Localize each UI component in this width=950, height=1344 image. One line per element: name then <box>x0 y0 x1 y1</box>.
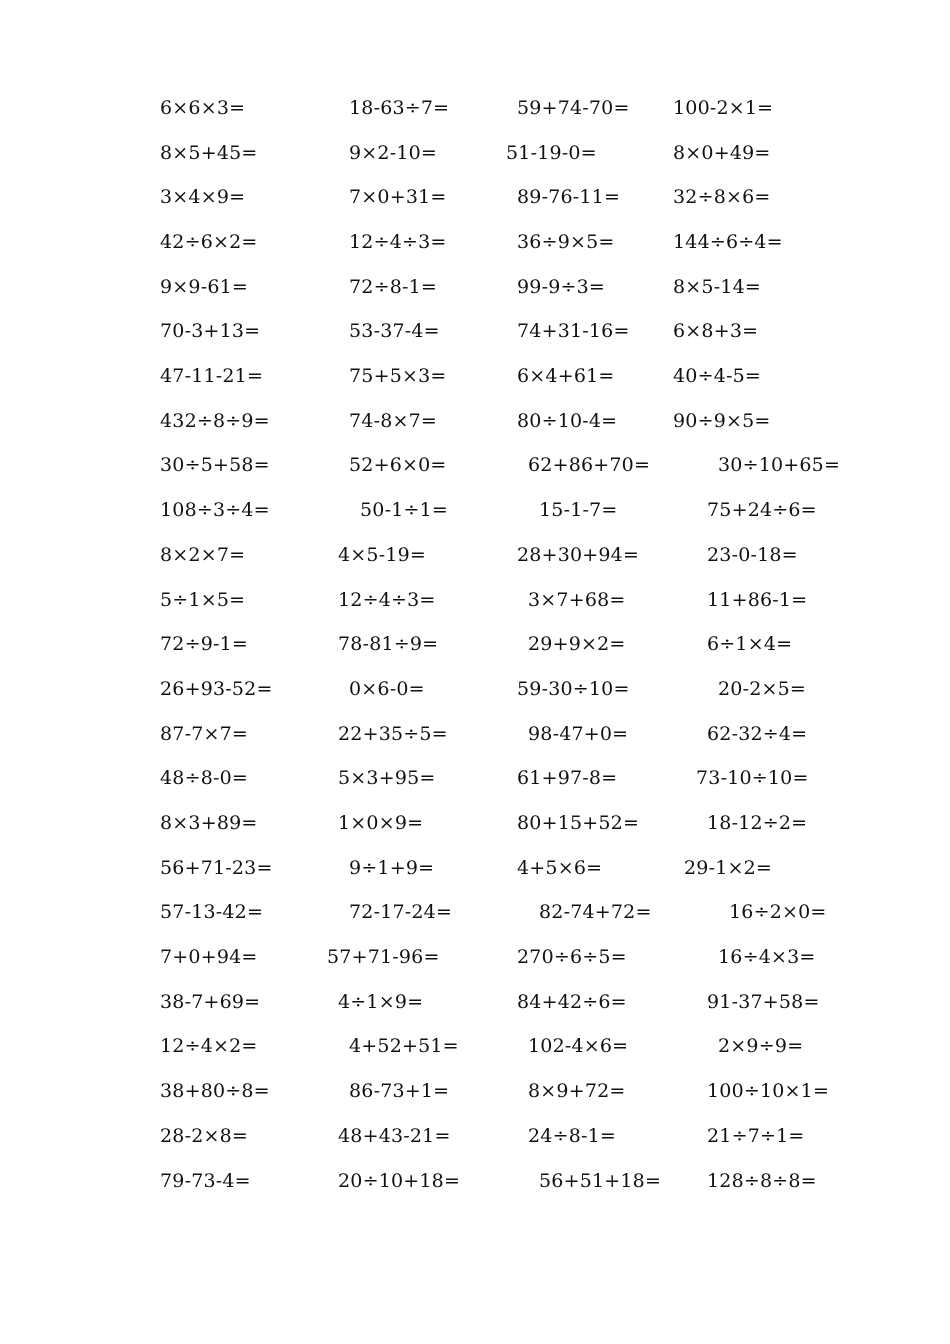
problem: 48÷8-0= <box>160 767 249 789</box>
problem: 70-3+13= <box>160 320 261 342</box>
problem: 20÷10+18= <box>338 1170 461 1192</box>
problem: 28+30+94= <box>517 544 640 566</box>
problem: 98-47+0= <box>528 723 629 745</box>
problem: 52+6×0= <box>349 454 447 476</box>
problem: 4÷1×9= <box>338 991 424 1013</box>
problem: 18-12÷2= <box>707 812 808 834</box>
problem: 38-7+69= <box>160 991 261 1013</box>
problem: 78-81÷9= <box>338 633 439 655</box>
problem: 18-63÷7= <box>349 97 450 119</box>
problem: 8×5-14= <box>673 276 762 298</box>
problem: 40÷4-5= <box>673 365 762 387</box>
problem: 72÷9-1= <box>160 633 249 655</box>
problem: 102-4×6= <box>528 1035 629 1057</box>
problem: 73-10÷10= <box>696 767 809 789</box>
problem: 270÷6÷5= <box>517 946 627 968</box>
problem: 7×0+31= <box>349 186 447 208</box>
problem: 16÷4×3= <box>718 946 816 968</box>
problem: 3×7+68= <box>528 589 626 611</box>
problem: 59-30÷10= <box>517 678 630 700</box>
problem: 26+93-52= <box>160 678 273 700</box>
problem: 29-1×2= <box>684 857 773 879</box>
problem: 128÷8÷8= <box>707 1170 817 1192</box>
problem: 432÷8÷9= <box>160 410 270 432</box>
problem: 99-9÷3= <box>517 276 606 298</box>
problem: 7+0+94= <box>160 946 258 968</box>
problem: 30÷5+58= <box>160 454 270 476</box>
problem: 59+74-70= <box>517 97 630 119</box>
problem: 9×2-10= <box>349 142 438 164</box>
problem: 62+86+70= <box>528 454 651 476</box>
problem: 75+24÷6= <box>707 499 817 521</box>
problem: 50-1÷1= <box>360 499 449 521</box>
problem: 87-7×7= <box>160 723 249 745</box>
problem: 21÷7÷1= <box>707 1125 805 1147</box>
problem: 5÷1×5= <box>160 589 246 611</box>
problem: 22+35÷5= <box>338 723 448 745</box>
problem: 100-2×1= <box>673 97 774 119</box>
problem: 62-32÷4= <box>707 723 808 745</box>
problem: 4+52+51= <box>349 1035 459 1057</box>
problem: 56+51+18= <box>539 1170 662 1192</box>
problem: 38+80÷8= <box>160 1080 270 1102</box>
problem: 74-8×7= <box>349 410 438 432</box>
problem: 80÷10-4= <box>517 410 618 432</box>
problem: 0×6-0= <box>349 678 425 700</box>
problem: 12÷4×2= <box>160 1035 258 1057</box>
problem: 8×9+72= <box>528 1080 626 1102</box>
problem: 24÷8-1= <box>528 1125 617 1147</box>
problem: 89-76-11= <box>517 186 621 208</box>
problem: 79-73-4= <box>160 1170 251 1192</box>
problem: 72-17-24= <box>349 901 453 923</box>
problem: 57+71-96= <box>327 946 440 968</box>
problem: 51-19-0= <box>506 142 597 164</box>
problem: 8×5+45= <box>160 142 258 164</box>
problem: 90÷9×5= <box>673 410 771 432</box>
problem: 8×2×7= <box>160 544 246 566</box>
problem: 6×6×3= <box>160 97 246 119</box>
problem: 42÷6×2= <box>160 231 258 253</box>
problem: 82-74+72= <box>539 901 652 923</box>
problem: 3×4×9= <box>160 186 246 208</box>
problem: 86-73+1= <box>349 1080 450 1102</box>
problem: 80+15+52= <box>517 812 640 834</box>
problem: 15-1-7= <box>539 499 618 521</box>
problem: 4+5×6= <box>517 857 603 879</box>
problem: 36÷9×5= <box>517 231 615 253</box>
problem: 12÷4÷3= <box>349 231 447 253</box>
problem: 23-0-18= <box>707 544 798 566</box>
problem: 16÷2×0= <box>729 901 827 923</box>
problem: 9÷1+9= <box>349 857 435 879</box>
problem: 57-13-42= <box>160 901 264 923</box>
problem: 48+43-21= <box>338 1125 451 1147</box>
problem: 11+86-1= <box>707 589 808 611</box>
problem: 20-2×5= <box>718 678 807 700</box>
problem: 9×9-61= <box>160 276 249 298</box>
problem: 28-2×8= <box>160 1125 249 1147</box>
problem: 29+9×2= <box>528 633 626 655</box>
problem: 6÷1×4= <box>707 633 793 655</box>
problem: 2×9÷9= <box>718 1035 804 1057</box>
problem: 6×4+61= <box>517 365 615 387</box>
problem: 8×0+49= <box>673 142 771 164</box>
problem: 53-37-4= <box>349 320 440 342</box>
problem: 4×5-19= <box>338 544 427 566</box>
problem: 47-11-21= <box>160 365 264 387</box>
problem: 75+5×3= <box>349 365 447 387</box>
problem: 56+71-23= <box>160 857 273 879</box>
problem: 74+31-16= <box>517 320 630 342</box>
problem: 108÷3÷4= <box>160 499 270 521</box>
problem: 12÷4÷3= <box>338 589 436 611</box>
problem: 61+97-8= <box>517 767 618 789</box>
problem: 5×3+95= <box>338 767 436 789</box>
problem: 6×8+3= <box>673 320 759 342</box>
problem: 100÷10×1= <box>707 1080 830 1102</box>
problem: 1×0×9= <box>338 812 424 834</box>
problem: 144÷6÷4= <box>673 231 783 253</box>
problem: 84+42÷6= <box>517 991 627 1013</box>
problem: 8×3+89= <box>160 812 258 834</box>
problem: 30÷10+65= <box>718 454 841 476</box>
problem: 72÷8-1= <box>349 276 438 298</box>
problem: 91-37+58= <box>707 991 820 1013</box>
problem: 32÷8×6= <box>673 186 771 208</box>
